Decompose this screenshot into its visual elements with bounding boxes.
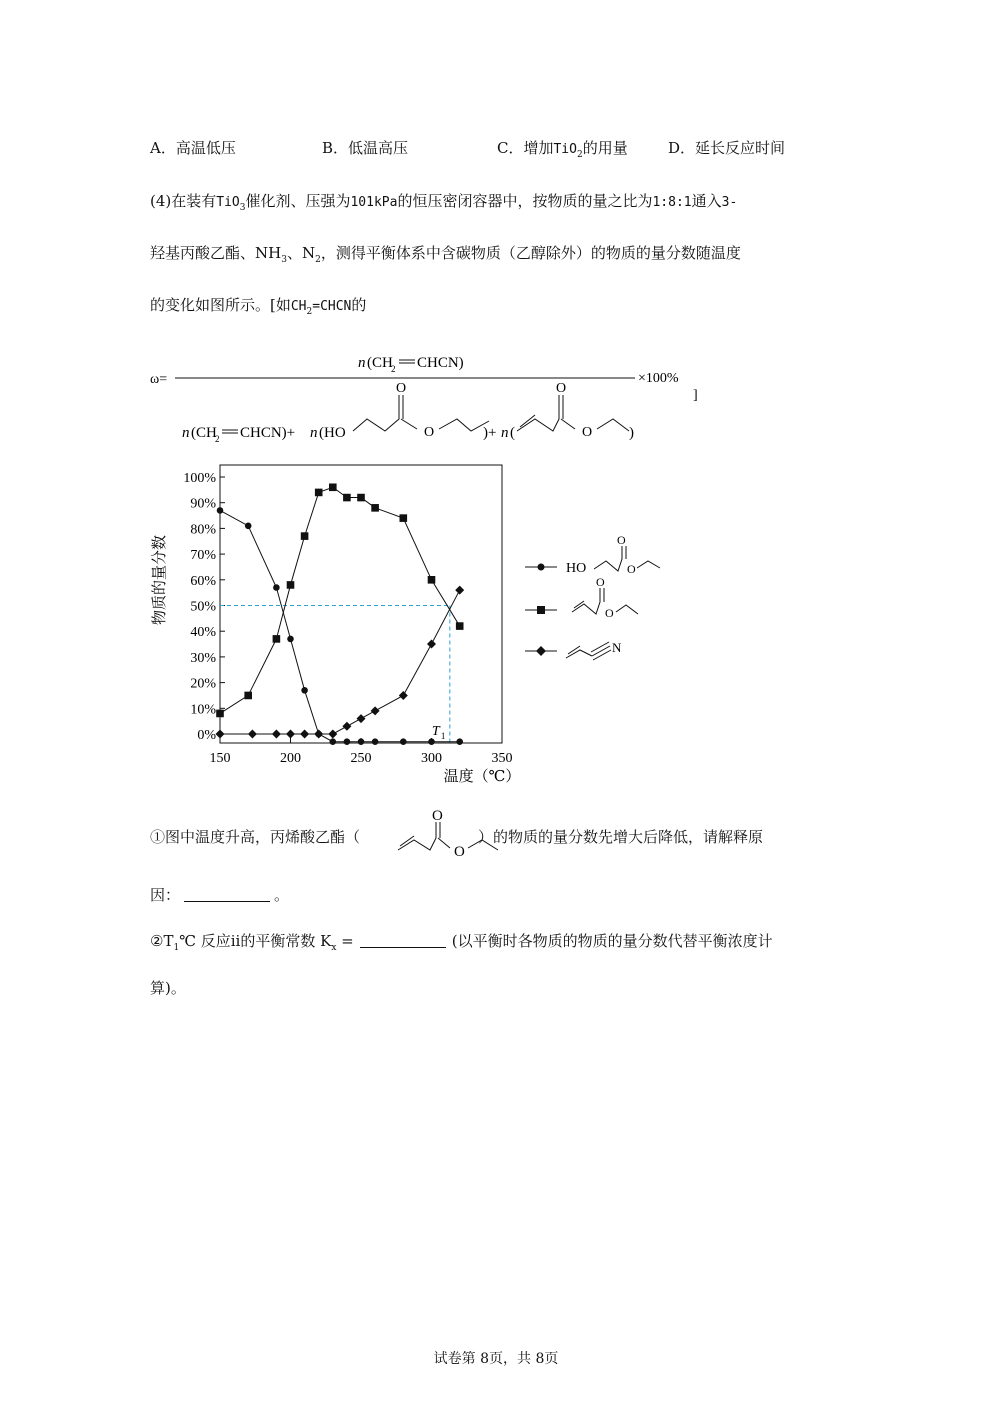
q2-line1: $②T_1℃$ 反应ⅱ的平衡常数 $K_x$ = (以平衡时各物质的物质的量分数代替平衡浓度计 <box>150 932 773 953</box>
point-square <box>273 635 281 643</box>
q2-answer-blank[interactable] <box>360 933 446 948</box>
point-circle <box>372 738 379 745</box>
den-open: ( <box>510 425 515 441</box>
point-circle <box>456 738 463 745</box>
option-d: D．延长反应时间 <box>668 139 786 157</box>
point-square <box>315 489 323 497</box>
y-tick-label: 100% <box>183 471 216 486</box>
point-diamond <box>272 730 281 739</box>
series-line-diamond <box>220 590 460 734</box>
legend-o1-top: O <box>617 533 626 547</box>
den-o-top1: O <box>396 381 407 396</box>
point-square <box>301 532 309 540</box>
omega-label: ω= <box>150 372 168 387</box>
den-close: ) <box>629 425 634 441</box>
option-c: C．增加TiO$_2$的用量 <box>497 139 628 160</box>
option-a: A．高温低压 <box>150 139 236 157</box>
times-100: ×100% <box>638 371 679 386</box>
q1-line1: ①图中温度升高，丙烯酸乙酯（ ）的物质的量分数先增大后降低，请解释原 <box>150 828 764 846</box>
legend-o1-mid: O <box>627 562 636 576</box>
y-tick-label: 10% <box>190 702 216 718</box>
x-tick-label: 300 <box>421 751 442 766</box>
t1-annotation: T <box>431 724 440 739</box>
den-o-top2: O <box>556 381 567 396</box>
point-square <box>357 494 365 502</box>
close-bracket: ] <box>693 388 698 403</box>
point-circle <box>273 584 280 591</box>
den-o-mid2: O <box>582 425 593 440</box>
den-o-mid1: O <box>424 425 435 440</box>
legend-o2-mid: O <box>605 606 614 620</box>
x-tick-label: 150 <box>209 751 231 766</box>
acrylate-structure <box>517 395 629 431</box>
point-square <box>216 710 224 718</box>
point-diamond <box>427 640 436 649</box>
point-square <box>287 581 295 589</box>
point-circle <box>344 738 351 745</box>
point-square <box>343 494 351 502</box>
point-diamond <box>357 714 366 723</box>
den-ho: (HO <box>319 425 346 441</box>
point-diamond <box>248 730 257 739</box>
point-diamond <box>216 730 225 739</box>
point-diamond <box>328 730 337 739</box>
point-circle <box>245 523 252 530</box>
plot-frame <box>220 465 502 743</box>
den-ch: (CH <box>191 425 217 441</box>
y-tick-label: 80% <box>190 522 216 538</box>
point-square <box>428 576 436 584</box>
p4-line3: 的变化如图所示。[如$CH_2=CHCN$的 <box>150 296 367 317</box>
x-axis-label: 温度（℃） <box>443 769 521 785</box>
inline-o-mid: O <box>454 844 465 860</box>
legend <box>525 533 660 660</box>
y-tick-label: 60% <box>190 573 216 589</box>
y-tick-label: 30% <box>190 650 216 666</box>
y-tick-label: 90% <box>190 496 216 512</box>
p4-line2: 羟基丙酸乙酯、$NH_3$、$N_2$，测得平衡体系中含碳物质（乙醇除外）的物质的量分数随温度 <box>150 244 741 265</box>
y-tick-label: 40% <box>190 625 216 641</box>
point-square <box>456 622 464 630</box>
point-circle <box>217 507 224 514</box>
den-n1: n <box>182 425 190 441</box>
omega-formula <box>145 345 725 455</box>
point-diamond <box>342 722 351 731</box>
q1-line2: 因： 。 <box>150 886 290 904</box>
t1-annotation-sub: 1 <box>440 731 446 741</box>
point-diamond <box>371 706 380 715</box>
den-n2: n <box>310 425 318 441</box>
y-axis-label: 物质的量分数 <box>152 534 168 626</box>
y-tick-label: 0% <box>197 728 216 743</box>
point-circle <box>287 636 294 643</box>
legend-ho: HO <box>566 561 587 576</box>
option-b: B．低温高压 <box>322 139 409 157</box>
y-tick-label: 50% <box>190 599 216 615</box>
point-square <box>329 483 337 491</box>
point-diamond <box>399 691 408 700</box>
x-tick-label: 250 <box>350 751 372 766</box>
q1-answer-blank[interactable] <box>184 887 270 902</box>
num-sub2: 2 <box>391 364 396 374</box>
den-chcn: CHCN)+ <box>240 425 296 441</box>
inline-o-top: O <box>432 808 443 824</box>
num-ch: (CH <box>367 355 393 371</box>
x-tick-label: 200 <box>280 751 301 766</box>
point-square <box>244 692 252 700</box>
point-square <box>371 504 379 512</box>
q2-line2: 算)。 <box>150 979 186 997</box>
point-diamond <box>286 730 295 739</box>
legend-marker-square <box>537 606 545 614</box>
den-plus: )+ <box>483 425 497 441</box>
acrylate-inline-structure <box>388 808 508 863</box>
y-tick-label: 70% <box>190 548 216 564</box>
mole-fraction-chart <box>140 460 680 790</box>
point-diamond <box>300 730 309 739</box>
point-square <box>400 514 408 522</box>
y-tick-label: 20% <box>190 676 216 692</box>
den-sub2: 2 <box>215 434 220 444</box>
num-chcn: CHCN) <box>417 355 464 371</box>
legend-n: N <box>612 640 622 655</box>
point-diamond <box>314 730 323 739</box>
point-circle <box>428 738 435 745</box>
series-group <box>216 483 465 745</box>
x-tick-label: 350 <box>491 751 513 766</box>
num-n: n <box>358 355 366 371</box>
series-line-circle <box>220 510 460 741</box>
hydroxy-ester-structure <box>353 395 489 431</box>
page-footer: 试卷第 8页，共 8页 <box>433 1351 559 1367</box>
legend-marker-circle <box>538 564 545 571</box>
series-line-square <box>220 487 460 713</box>
p4-line1: (4)在装有TiO$_3$催化剂、压强为101kPa的恒压密闭容器中，按物质的量之比为1:8:1通入3- <box>150 192 738 213</box>
point-circle <box>400 738 407 745</box>
point-circle <box>330 738 337 745</box>
den-n3: n <box>501 425 509 441</box>
legend-marker-diamond <box>536 646 546 656</box>
legend-o2-top: O <box>596 575 605 589</box>
point-circle <box>301 687 308 694</box>
point-diamond <box>455 586 464 595</box>
point-circle <box>358 738 365 745</box>
